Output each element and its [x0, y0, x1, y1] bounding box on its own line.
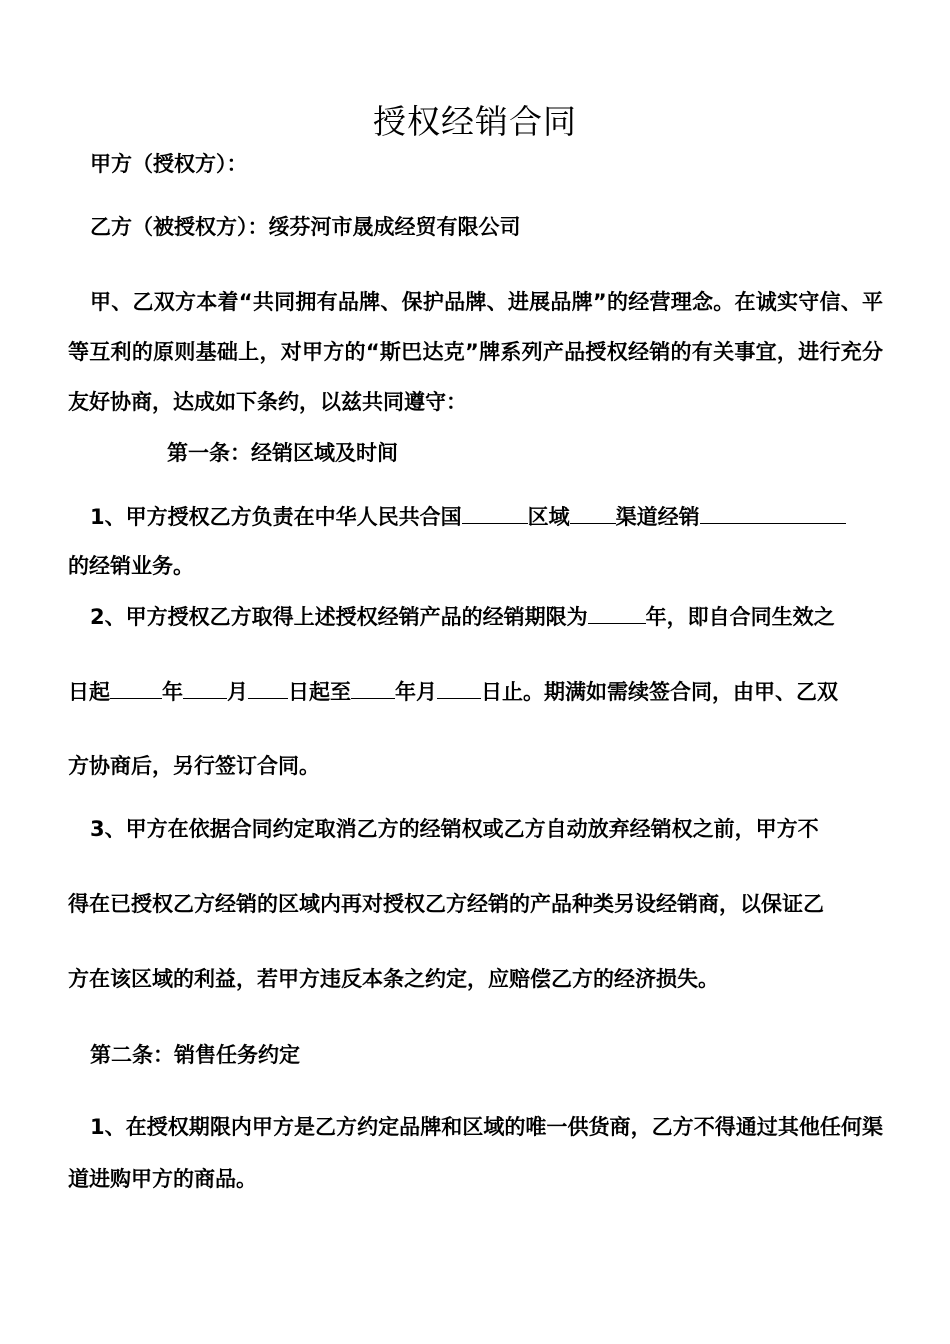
party-a-line: 甲方（授权方）： [90, 152, 248, 176]
article1-item1-line1 [90, 501, 846, 532]
article1-item3-line3: 方在该区域的利益，若甲方违反本条之约定，应赔偿乙方的经济损失。 [68, 967, 719, 991]
start-day-blank [248, 676, 288, 699]
article1-item2-text-e: 月 [227, 680, 248, 704]
article1-item2-text-g: 年月 [395, 680, 437, 704]
article1-item3-line2: 得在已授权乙方经销的区域内再对授权乙方经销的产品种类另设经销商，以保证乙 [68, 892, 824, 916]
article1-item2-text-d: 年 [162, 680, 183, 704]
party-b-line: 乙方（被授权方）：绥芬河市晟成经贸有限公司 [90, 215, 521, 239]
article1-item1-line2: 的经销业务。 [68, 554, 194, 578]
article1-item2-text-h: 日止。期满如需续签合同，由甲、乙双 [481, 680, 838, 704]
article2-item1-paragraph: 1、在授权期限内甲方是乙方约定品牌和区域的唯一供货商，乙方不得通过其他任何渠道进购甲方的商品。 [68, 1115, 883, 1191]
article1-item2-line2 [68, 676, 838, 707]
article1-item1-text-c: 渠道经销 [615, 505, 700, 529]
business-blank [700, 501, 846, 524]
start-year-blank [110, 676, 162, 699]
region-blank [462, 501, 528, 524]
article1-item3-line1: 3、甲方在依据合同约定取消乙方的经销权或乙方自动放弃经销权之前，甲方不 [90, 817, 819, 841]
article2-heading: 第二条：销售任务约定 [90, 1043, 300, 1067]
article1-item1-text-a: 1、甲方授权乙方负责在中华人民共合国 [90, 505, 462, 529]
article1-item2-text-b: 年，即自合同生效之 [645, 605, 835, 629]
preamble-paragraph: 甲、乙双方本着“共同拥有品牌、保护品牌、进展品牌”的经营理念。在诚实守信、平等互利的原则基础上，对甲方的“斯巴达克”牌系列产品授权经销的有关事宜，进行充分友好协商，达成如下条约，以兹共同遵守： [68, 290, 883, 414]
end-year-blank [351, 676, 395, 699]
article1-item2-text-c: 日起 [68, 680, 110, 704]
channel-blank [570, 501, 616, 524]
article1-item1-text-b: 区域 [527, 505, 570, 529]
article1-item2-text-a: 2、甲方授权乙方取得上述授权经销产品的经销期限为 [90, 605, 588, 629]
article1-item2-line3: 方协商后，另行签订合同。 [68, 754, 320, 778]
start-month-blank [183, 676, 227, 699]
article1-item2-text-f: 日起至 [288, 680, 351, 704]
document-title: 授权经销合同 [373, 102, 577, 142]
term-years-blank [588, 601, 646, 624]
article1-heading: 第一条：经销区域及时间 [167, 441, 398, 465]
end-day-blank [437, 676, 481, 699]
article1-item2-line1 [90, 601, 835, 632]
